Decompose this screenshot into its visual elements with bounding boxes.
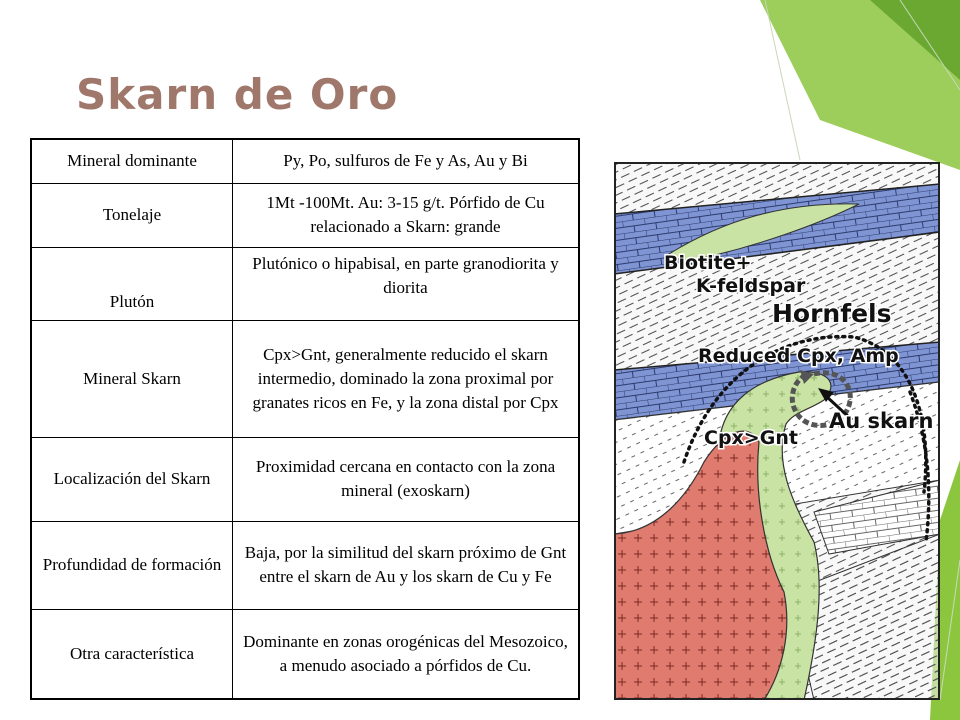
label-reduced: Reduced Cpx, Amp: [698, 345, 899, 367]
table-row: [31, 320, 579, 437]
row-value: Proximidad cercana en contacto con la zona mineral (exoskarn): [233, 437, 580, 521]
table-row: [31, 609, 579, 699]
row-key: Otra característica: [31, 609, 233, 699]
row-value: 1Mt -100Mt. Au: 3-15 g/t. Pórfido de Cu relacionado a Skarn: grande: [233, 183, 580, 247]
row-value: Plutónico o hipabisal, en parte granodiorita y diorita: [233, 247, 580, 320]
row-key: Mineral Skarn: [31, 320, 233, 437]
skarn-properties-table: [30, 138, 580, 700]
row-key: Localización del Skarn: [31, 437, 233, 521]
table-row: [31, 437, 579, 521]
table-row: [31, 247, 579, 320]
row-value: Baja, por la similitud del skarn próximo de Gnt entre el skarn de Au y los skarn de Cu y Fe: [233, 521, 580, 609]
row-key: Plutón: [31, 247, 233, 320]
label-biotite: Biotite+: [664, 252, 752, 274]
label-kfeldspar: K-feldspar: [696, 275, 806, 297]
row-key: Tonelaje: [31, 183, 233, 247]
row-value: Py, Po, sulfuros de Fe y As, Au y Bi: [233, 139, 580, 183]
label-cpx-gnt: Cpx>Gnt: [704, 427, 798, 449]
skarn-cross-section-figure: [614, 162, 940, 700]
row-value: Dominante en zonas orogénicas del Mesozoico, a menudo asociado a pórfidos de Cu.: [233, 609, 580, 699]
label-au-skarn: Au skarn: [829, 409, 934, 433]
table-row: [31, 139, 579, 183]
row-value: Cpx>Gnt, generalmente reducido el skarn intermedio, dominado la zona proximal por granates ricos en Fe, y la zona distal por Cpx: [233, 320, 580, 437]
row-key: Profundidad de formación: [31, 521, 233, 609]
table-row: [31, 183, 579, 247]
label-hornfels: Hornfels: [772, 299, 892, 328]
table-row: [31, 521, 579, 609]
row-key: Mineral dominante: [31, 139, 233, 183]
slide-title: Skarn de Oro: [76, 70, 399, 119]
